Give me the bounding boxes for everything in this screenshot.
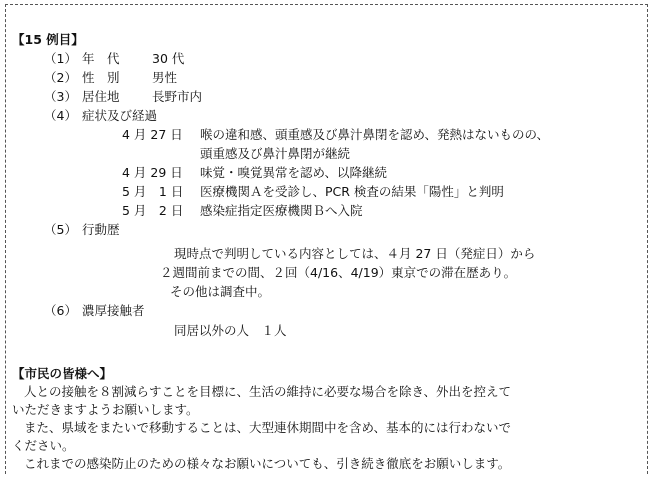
sex-value: 男性	[152, 70, 178, 85]
history-line: 現時点で判明している内容としては、４月 27 日（発症日）から	[174, 246, 536, 261]
timeline-date: 4 月 29 日	[122, 165, 183, 180]
timeline-text: 味覚・嗅覚異常を認め、以降継続	[200, 165, 388, 180]
item-number: （2）	[44, 70, 77, 85]
item-number: （4）	[44, 108, 77, 123]
history-line: その他は調査中。	[170, 284, 271, 299]
symptoms-label: 症状及び経過	[82, 108, 158, 123]
item-number: （6）	[44, 303, 77, 318]
case-heading: 【15 例目】	[12, 32, 84, 47]
citizens-line: これまでの感染防止のための様々なお願いについても、引き続き徹底をお願いします。	[24, 456, 511, 471]
history-label: 行動歴	[82, 222, 120, 237]
contacts-label: 濃厚接触者	[82, 303, 145, 318]
item-number: （3）	[44, 89, 77, 104]
age-label: 年 代	[82, 51, 120, 66]
residence-label: 居住地	[82, 89, 120, 104]
timeline-date: 5 月 2 日	[122, 203, 184, 218]
age-value: 30 代	[152, 51, 185, 66]
citizens-line: ください。	[12, 438, 75, 453]
citizens-line: いただきますようお願いします。	[12, 402, 199, 417]
sex-label: 性 別	[82, 70, 120, 85]
citizens-line: 人との接触を８割減らすことを目標に、生活の維持に必要な場合を除き、外出を控えて	[24, 384, 512, 399]
item-number: （1）	[44, 51, 77, 66]
timeline-text: 感染症指定医療機関Ｂへ入院	[200, 203, 363, 218]
contacts-value: 同居以外の人 １人	[174, 323, 287, 338]
timeline-text: 頭重感及び鼻汁鼻閉が継続	[200, 146, 351, 161]
history-line: ２週間前までの間、２回（4/16、4/19）東京での滞在歴あり。	[160, 265, 517, 280]
residence-value: 長野市内	[152, 89, 203, 104]
citizens-heading: 【市民の皆様へ】	[12, 366, 113, 381]
timeline-text: 喉の違和感、頭重感及び鼻汁鼻閉を認め、発熱はないものの、	[200, 127, 550, 142]
citizens-line: また、県域をまたいで移動することは、大型連休期間中を含め、基本的には行わないで	[24, 420, 512, 435]
timeline-text: 医療機関Ａを受診し、PCR 検査の結果「陽性」と判明	[200, 184, 504, 199]
timeline-date: 4 月 27 日	[122, 127, 183, 142]
item-number: （5）	[44, 222, 77, 237]
timeline-date: 5 月 1 日	[122, 184, 184, 199]
